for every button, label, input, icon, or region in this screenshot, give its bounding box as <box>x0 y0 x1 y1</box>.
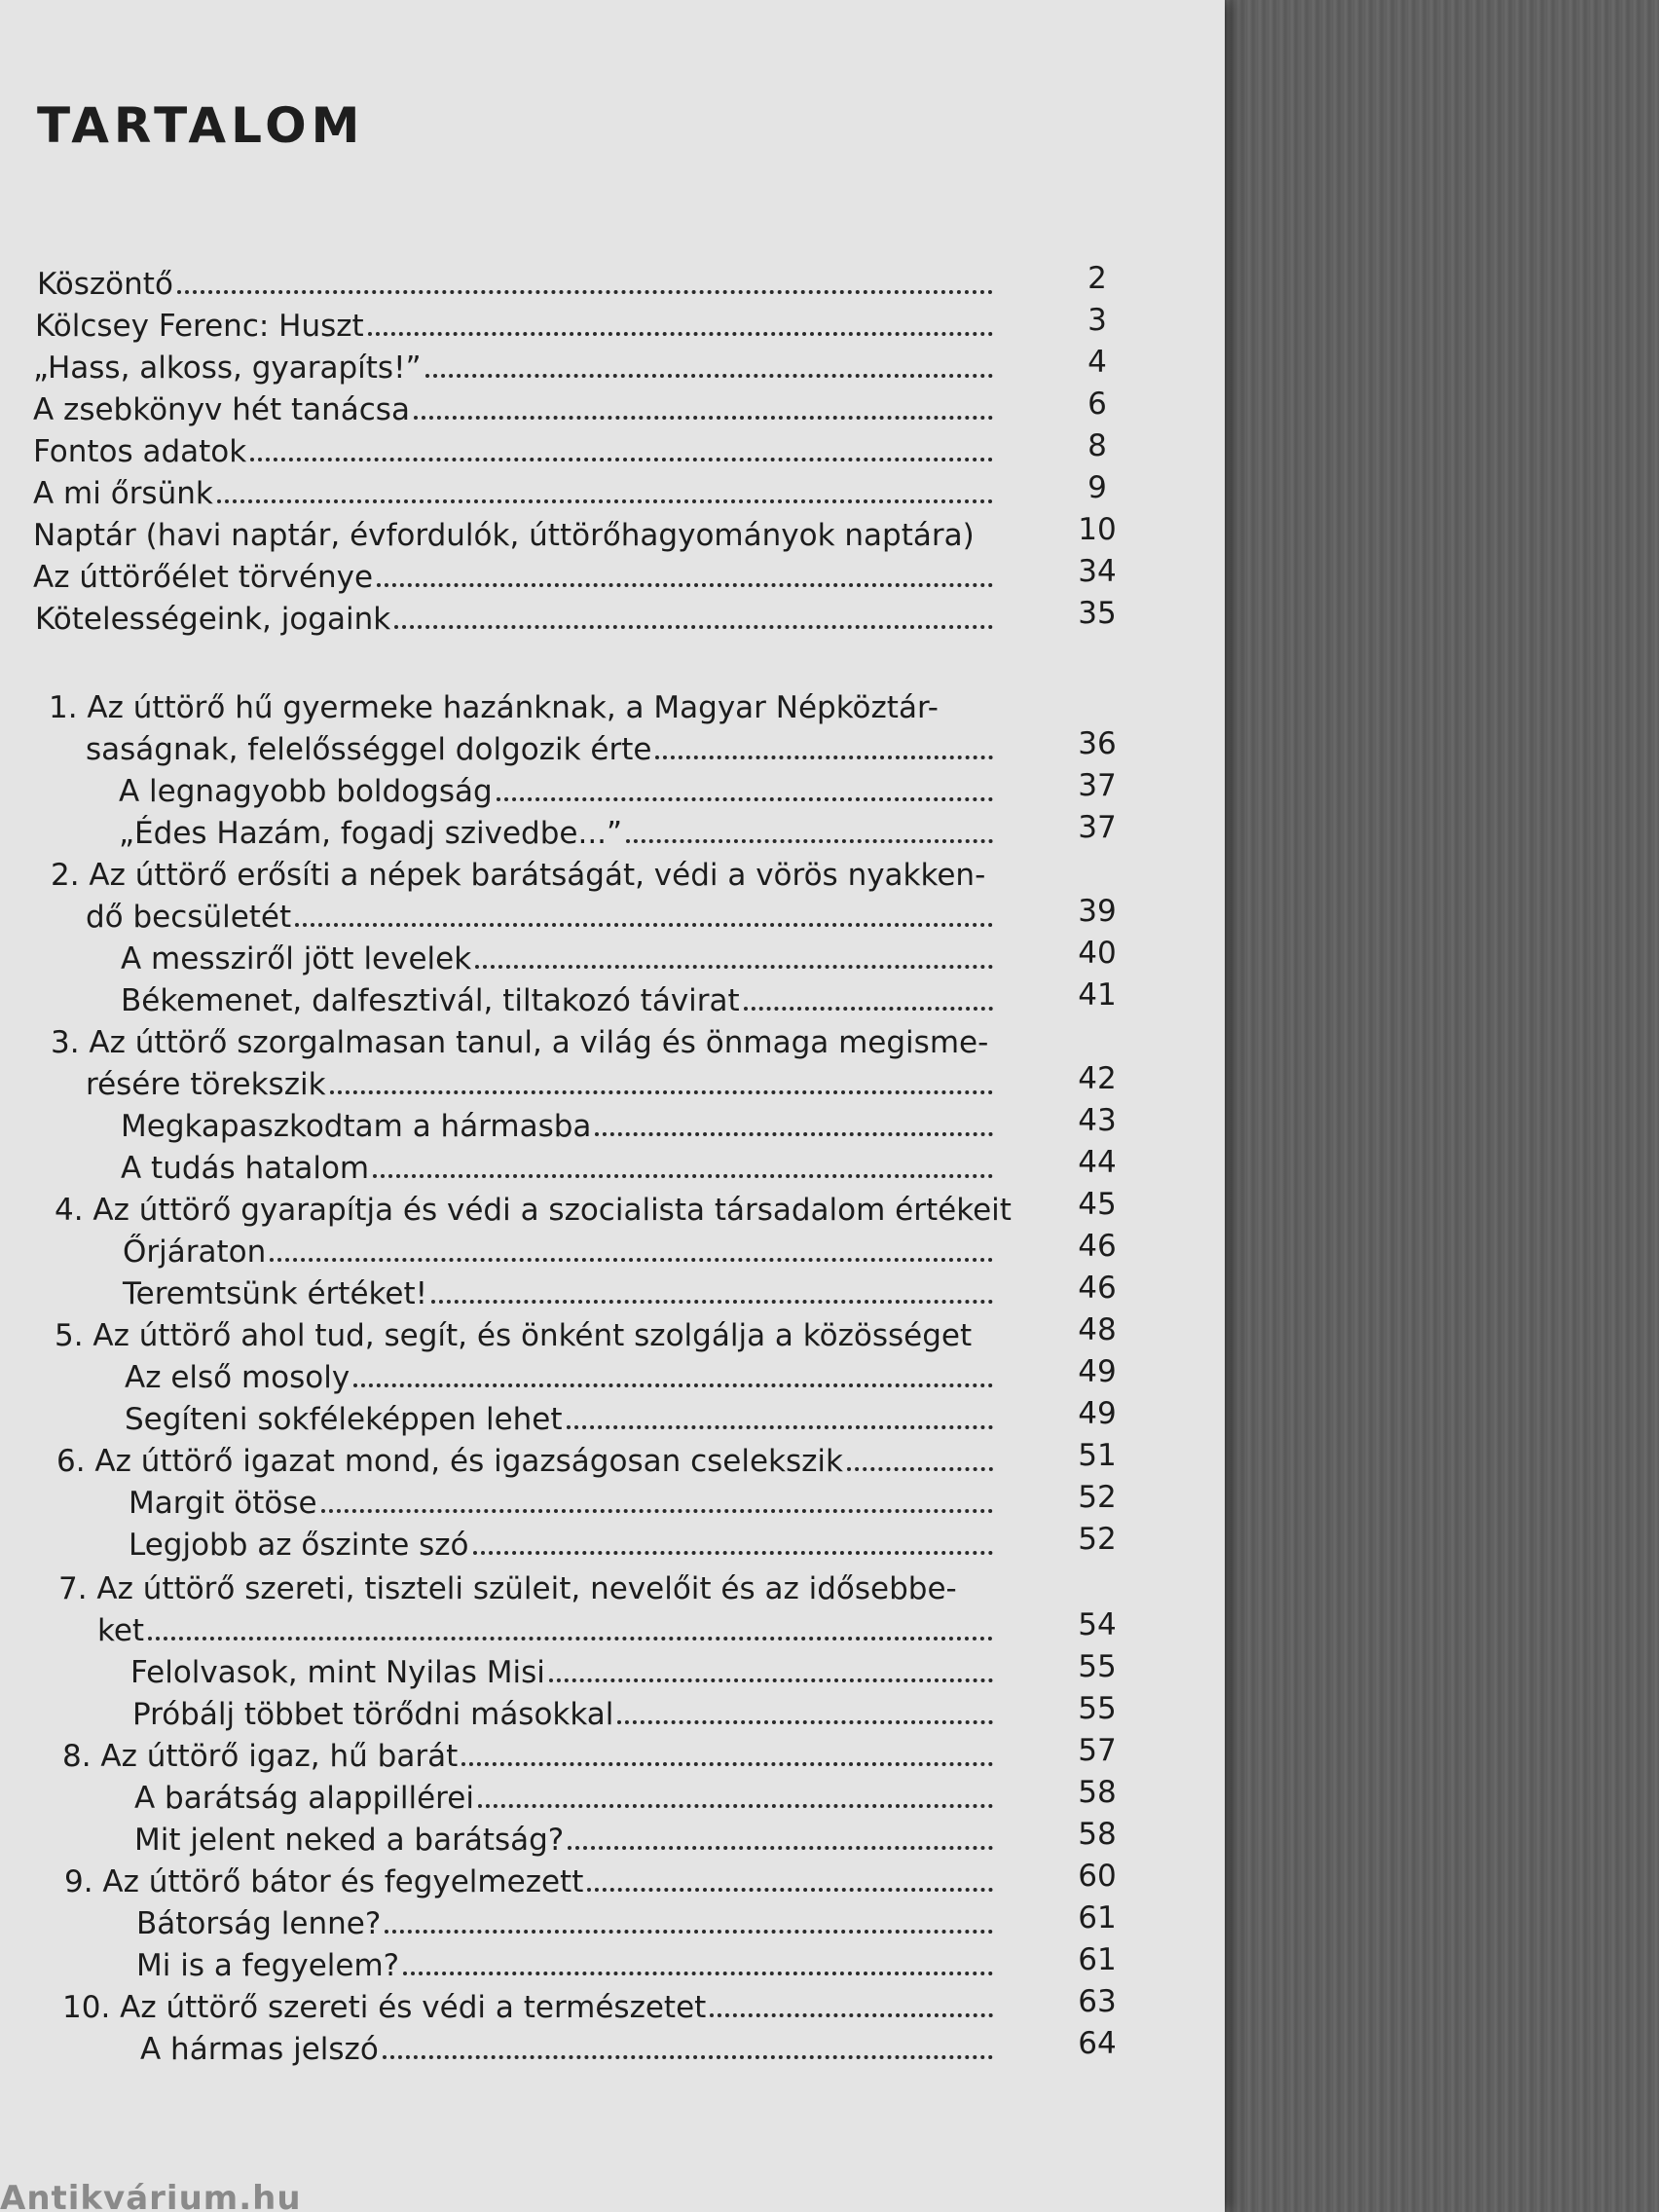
toc-entry <box>86 724 993 771</box>
toc-entry <box>136 1899 993 1945</box>
dot-leader <box>403 1966 993 1975</box>
toc-entry-title: Megkapaszkodtam a hármasba <box>121 1109 592 1144</box>
toc-entry-title: Mi is a fegyelem? <box>136 1948 400 1983</box>
toc-page-number: 8 <box>1088 428 1107 463</box>
toc-page-number: 34 <box>1078 554 1117 589</box>
toc-entry-title: Margit ötöse <box>129 1486 317 1521</box>
dot-leader <box>295 917 993 927</box>
toc-page-number: 48 <box>1078 1312 1117 1347</box>
dot-leader <box>250 452 993 461</box>
toc-entry <box>129 1478 993 1525</box>
toc-entry <box>125 1352 993 1399</box>
toc-entry-title: A zsebkönyv hét tanácsa <box>33 392 410 427</box>
toc-entry-title: 1. Az úttörő hű gyermeke hazánknak, a Magyar Népköztár- <box>49 690 939 725</box>
toc-entry-title: 9. Az úttörő bátor és fegyelmezett <box>64 1864 584 1899</box>
toc-entry <box>121 1101 993 1148</box>
dot-leader <box>461 1756 993 1766</box>
toc-page-number: 45 <box>1078 1187 1117 1222</box>
dot-leader <box>549 1673 993 1682</box>
toc-page-number: 40 <box>1078 936 1117 971</box>
dot-leader <box>330 1085 993 1094</box>
toc-entry-title: A hármas jelszó <box>140 2032 379 2067</box>
toc-page-number: 54 <box>1078 1607 1117 1642</box>
toc-page-number: 37 <box>1078 810 1117 845</box>
dot-leader <box>710 2008 993 2017</box>
toc-entry <box>125 1394 993 1441</box>
dot-leader <box>394 619 993 629</box>
toc-entry <box>49 682 993 729</box>
toc-entry-title: 2. Az úttörő erősíti a népek barátságát, védi a vörös nyakken- <box>51 858 986 893</box>
toc-page-number: 9 <box>1088 470 1107 505</box>
toc-page-number: 46 <box>1078 1229 1117 1264</box>
toc-entry <box>86 892 993 939</box>
toc-entry <box>121 1143 993 1190</box>
toc-entry-title: Teremtsünk értéket! <box>123 1276 428 1311</box>
toc-entry <box>134 1773 993 1820</box>
toc-entry <box>119 808 993 855</box>
toc-entry-title: 10. Az úttörő szereti és védi a természetet <box>62 1990 707 2025</box>
toc-page-number: 61 <box>1078 1900 1117 1936</box>
toc-entry-title: Próbálj többet törődni másokkal <box>132 1697 614 1732</box>
toc-page-number: 57 <box>1078 1733 1117 1768</box>
dot-leader <box>431 1294 993 1304</box>
dot-leader <box>744 1001 993 1011</box>
toc-entry-title: Legjobb az őszinte szó <box>129 1528 469 1563</box>
toc-entry-title: Naptár (havi naptár, évfordulók, úttörőhagyományok naptára) <box>33 518 975 553</box>
toc-entry <box>37 259 993 306</box>
toc-entry <box>58 1564 993 1610</box>
toc-entry <box>130 1647 993 1694</box>
dot-leader <box>568 1840 993 1850</box>
dot-leader <box>353 1378 993 1387</box>
toc-entry <box>33 468 993 515</box>
dot-leader <box>377 577 993 587</box>
toc-page-number: 4 <box>1088 345 1107 380</box>
toc-entry <box>129 1520 993 1567</box>
toc-entry-title: Felolvasok, mint Nyilas Misi <box>130 1655 545 1690</box>
toc-entry <box>62 1731 993 1778</box>
toc-entry <box>121 934 993 980</box>
toc-entry-title: Fontos adatok <box>33 434 247 469</box>
toc-entry-title: A barátság alappillérei <box>134 1781 474 1816</box>
toc-page-number: 55 <box>1078 1649 1117 1684</box>
toc-page-number: 6 <box>1088 387 1107 422</box>
dot-leader <box>475 959 993 969</box>
toc-page-number: 51 <box>1078 1438 1117 1473</box>
toc-page-number: 52 <box>1078 1480 1117 1515</box>
toc-entry <box>86 1059 993 1106</box>
toc-page-number: 37 <box>1078 768 1117 803</box>
toc-entry-title: „Édes Hazám, fogadj szivedbe...” <box>119 816 623 851</box>
toc-entry <box>56 1436 993 1483</box>
dot-leader <box>617 1714 993 1724</box>
dot-leader <box>497 792 993 801</box>
toc-page-number: 63 <box>1078 1984 1117 2019</box>
toc-page-number: 36 <box>1078 726 1117 761</box>
toc-page-number: 42 <box>1078 1061 1117 1096</box>
dot-leader <box>847 1461 993 1471</box>
toc-page-number: 49 <box>1078 1354 1117 1389</box>
dot-leader <box>567 1419 993 1429</box>
toc-page-number: 58 <box>1078 1817 1117 1852</box>
toc-entry-title: A legnagyobb boldogság <box>119 774 493 809</box>
toc-entry <box>51 850 993 897</box>
toc-entry <box>33 426 993 473</box>
dot-leader <box>587 1882 993 1892</box>
toc-entry-title: Kötelességeink, jogaink <box>35 602 391 637</box>
dot-leader <box>177 284 993 294</box>
toc-entry-title: Kölcsey Ferenc: Huszt <box>35 309 364 344</box>
toc-entry-title: 8. Az úttörő igaz, hű barát <box>62 1739 459 1774</box>
toc-page-number: 49 <box>1078 1396 1117 1431</box>
watermark-text: Antikvárium.hu <box>0 2179 302 2212</box>
dot-leader <box>385 1924 993 1934</box>
dot-leader <box>148 1631 993 1641</box>
toc-entry <box>33 552 993 599</box>
toc-entry <box>121 976 993 1022</box>
toc-entry-title: Őrjáraton <box>123 1235 267 1270</box>
dot-leader <box>373 1168 993 1178</box>
toc-entry-title: Mit jelent neked a barátság? <box>134 1823 565 1858</box>
toc-entry-title: 5. Az úttörő ahol tud, segít, és önként szolgálja a közösséget <box>55 1318 973 1353</box>
toc-entry <box>123 1269 993 1315</box>
toc-page-number: 52 <box>1078 1522 1117 1557</box>
toc-page-number: 3 <box>1088 303 1107 338</box>
toc-page-number: 61 <box>1078 1942 1117 1977</box>
toc-entry-title: Köszöntő <box>37 267 173 302</box>
toc-page-number: 35 <box>1078 596 1117 631</box>
toc-entry <box>62 1982 993 2029</box>
toc-entry <box>33 510 993 557</box>
toc-entry <box>35 301 993 348</box>
toc-entry-title: dő becsületét <box>86 900 292 935</box>
toc-page-number: 46 <box>1078 1271 1117 1306</box>
dot-leader <box>473 1545 993 1555</box>
toc-entry <box>97 1605 993 1652</box>
toc-entry <box>140 2024 993 2071</box>
dot-leader <box>270 1252 993 1262</box>
dot-leader <box>414 410 993 420</box>
toc-entry-title: A mi őrsünk <box>33 476 213 511</box>
toc-entry <box>132 1689 993 1736</box>
toc-entry-title: ket <box>97 1613 145 1648</box>
toc-entry-title: Békemenet, dalfesztivál, tiltakozó távirat <box>121 983 740 1018</box>
toc-page-number: 2 <box>1088 261 1107 296</box>
dot-leader <box>655 750 993 759</box>
toc-entry-title: „Hass, alkoss, gyarapíts!” <box>33 350 422 386</box>
toc-entry-title: saságnak, felelősséggel dolgozik érte <box>86 732 652 767</box>
toc-entry <box>64 1857 993 1903</box>
background-surface <box>1225 0 1659 2212</box>
toc-entry <box>51 1017 993 1064</box>
toc-entry <box>119 766 993 813</box>
toc-page-number: 44 <box>1078 1145 1117 1180</box>
dot-leader <box>626 833 993 843</box>
toc-entry-title: A tudás hatalom <box>121 1151 370 1186</box>
toc-page-number: 43 <box>1078 1103 1117 1138</box>
toc-entry-title: Az első mosoly <box>125 1360 350 1395</box>
page-title: TARTALOM <box>37 97 365 154</box>
toc-entry <box>136 1940 993 1987</box>
dot-leader <box>368 326 993 336</box>
toc-page-number: 64 <box>1078 2026 1117 2061</box>
dot-leader <box>595 1126 993 1136</box>
toc-entry-title: Bátorság lenne? <box>136 1906 382 1941</box>
toc-entry <box>33 343 993 389</box>
dot-leader <box>321 1503 993 1513</box>
toc-page-number: 58 <box>1078 1775 1117 1810</box>
toc-entry <box>33 385 993 431</box>
toc-page-number: 55 <box>1078 1691 1117 1726</box>
toc-page-number: 10 <box>1078 512 1117 547</box>
toc-entry-title: 3. Az úttörő szorgalmasan tanul, a világ és önmaga megisme- <box>51 1025 989 1060</box>
toc-entry <box>134 1815 993 1862</box>
toc-entry-title: A messziről jött levelek <box>121 941 472 977</box>
toc-entry <box>55 1185 1012 1232</box>
toc-page-number: 39 <box>1078 894 1117 929</box>
dot-leader <box>383 2049 993 2059</box>
toc-entry-title: résére törekszik <box>86 1067 326 1102</box>
dot-leader <box>217 494 993 503</box>
dot-leader <box>478 1798 993 1808</box>
toc-page-number: 60 <box>1078 1859 1117 1894</box>
toc-entry-title: Segíteni sokféleképpen lehet <box>125 1402 563 1437</box>
toc-entry <box>123 1227 993 1273</box>
toc-entry-title: Az úttörőélet törvénye <box>33 560 374 595</box>
dot-leader <box>425 368 993 378</box>
toc-entry <box>35 594 993 641</box>
toc-entry-title: 4. Az úttörő gyarapítja és védi a szocialista társadalom értékeit <box>55 1193 1012 1228</box>
toc-entry-title: 6. Az úttörő igazat mond, és igazságosan cselekszik <box>56 1444 843 1479</box>
toc-entry-title: 7. Az úttörő szereti, tiszteli szüleit, nevelőit és az idősebbe- <box>58 1571 957 1606</box>
toc-page-number: 41 <box>1078 977 1117 1013</box>
toc-entry <box>55 1310 993 1357</box>
